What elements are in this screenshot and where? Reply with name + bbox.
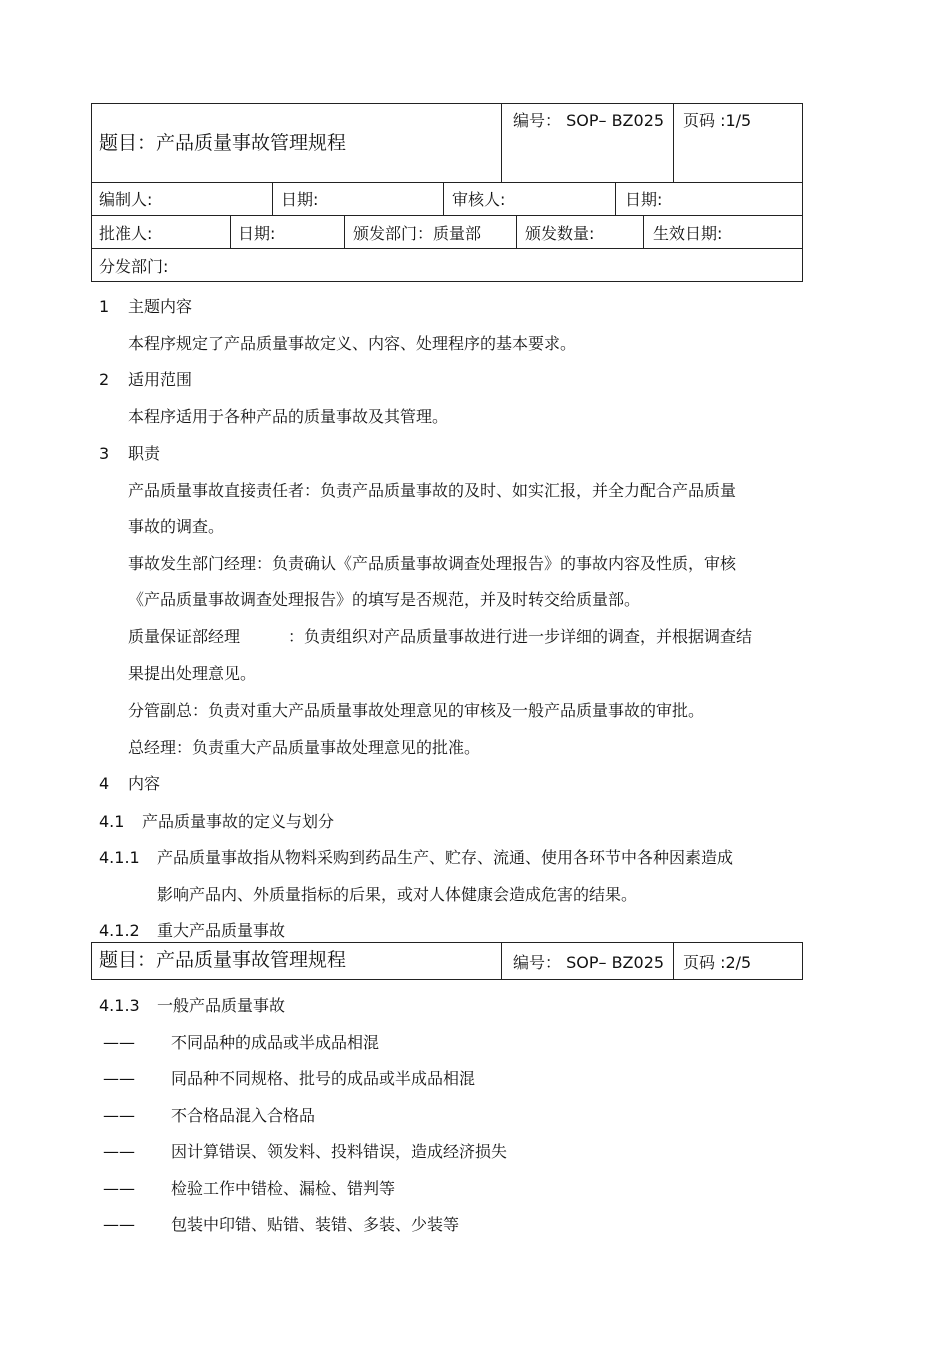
paragraph: 分管副总：负责对重大产品质量事故处理意见的审核及一般产品质量事故的审批。 — [128, 701, 705, 720]
paragraph: 果提出处理意见。 — [128, 664, 257, 683]
paragraph: 事故的调查。 — [128, 517, 225, 536]
list-item: 不合格品混入合格品 — [171, 1106, 316, 1125]
paragraph: 影响产品内、外质量指标的后果，或对人体健康会造成危害的结果。 — [157, 885, 638, 904]
subsection-number: 4.1.2 — [99, 921, 140, 940]
subsection-heading: 重大产品质量事故 — [157, 921, 286, 940]
paragraph: 产品质量事故指从物料采购到药品生产、贮存、流通、使用各环节中各种因素造成 — [157, 848, 734, 867]
page-title: 题目：产品质量事故管理规程 — [99, 132, 347, 154]
dash-marker: —— — [103, 1142, 135, 1161]
date-label: 日期: — [625, 190, 663, 209]
dash-marker: —— — [103, 1106, 135, 1125]
section-heading: 主题内容 — [128, 297, 193, 316]
reviewer-label: 审核人: — [452, 190, 506, 209]
effective-date-label: 生效日期: — [653, 224, 723, 243]
issuing-dept-label: 颁发部门：质量部 — [353, 224, 482, 243]
page-title: 题目：产品质量事故管理规程 — [99, 949, 347, 971]
subsection-heading: 一般产品质量事故 — [157, 996, 286, 1015]
paragraph: 产品质量事故直接责任者：负责产品质量事故的及时、如实汇报，并全力配合产品质量 — [128, 481, 737, 500]
paragraph: ：负责组织对产品质量事故进行进一步详细的调查，并根据调查结 — [288, 627, 753, 646]
approver-label: 批准人: — [99, 224, 153, 243]
subsection-number: 4.1 — [99, 812, 125, 831]
role-label: 质量保证部经理 — [128, 627, 241, 646]
dash-marker: —— — [103, 1033, 135, 1052]
paragraph: 事故发生部门经理：负责确认《产品质量事故调查处理报告》的事故内容及性质，审核 — [128, 554, 737, 573]
page-number: 页码 :1/5 — [683, 111, 752, 130]
section-heading: 内容 — [128, 774, 161, 793]
subsection-number: 4.1.3 — [99, 996, 140, 1015]
list-item: 不同品种的成品或半成品相混 — [171, 1033, 380, 1052]
date-label: 日期: — [238, 224, 276, 243]
dash-marker: —— — [103, 1069, 135, 1088]
paragraph: 本程序规定了产品质量事故定义、内容、处理程序的基本要求。 — [128, 334, 577, 353]
list-item: 检验工作中错检、漏检、错判等 — [171, 1179, 396, 1198]
subsection-number: 4.1.1 — [99, 848, 140, 867]
paragraph: 《产品质量事故调查处理报告》的填写是否规范，并及时转交给质量部。 — [128, 590, 641, 609]
list-item: 因计算错误、领发料、投料错误，造成经济损失 — [171, 1142, 508, 1161]
page-number: 页码 :2/5 — [683, 953, 752, 972]
dash-marker: —— — [103, 1215, 135, 1234]
dash-marker: —— — [103, 1179, 135, 1198]
date-label: 日期: — [281, 190, 319, 209]
list-item: 同品种不同规格、批号的成品或半成品相混 — [171, 1069, 476, 1088]
list-item: 包装中印错、贴错、装错、多装、少装等 — [171, 1215, 460, 1234]
section-number: 4 — [99, 774, 110, 793]
section-number: 2 — [99, 370, 110, 389]
paragraph: 总经理：负责重大产品质量事故处理意见的批准。 — [128, 738, 481, 757]
distribution-label: 分发部门: — [99, 257, 169, 276]
section-number: 1 — [99, 297, 110, 316]
doc-number: 编号： SOP– BZ025 — [513, 953, 665, 972]
section-heading: 适用范围 — [128, 370, 193, 389]
compiler-label: 编制人: — [99, 190, 153, 209]
issue-qty-label: 颁发数量: — [525, 224, 595, 243]
paragraph: 本程序适用于各种产品的质量事故及其管理。 — [128, 407, 449, 426]
doc-number: 编号： SOP– BZ025 — [513, 111, 665, 130]
section-number: 3 — [99, 444, 110, 463]
subsection-heading: 产品质量事故的定义与划分 — [142, 812, 335, 831]
section-heading: 职责 — [128, 444, 161, 463]
